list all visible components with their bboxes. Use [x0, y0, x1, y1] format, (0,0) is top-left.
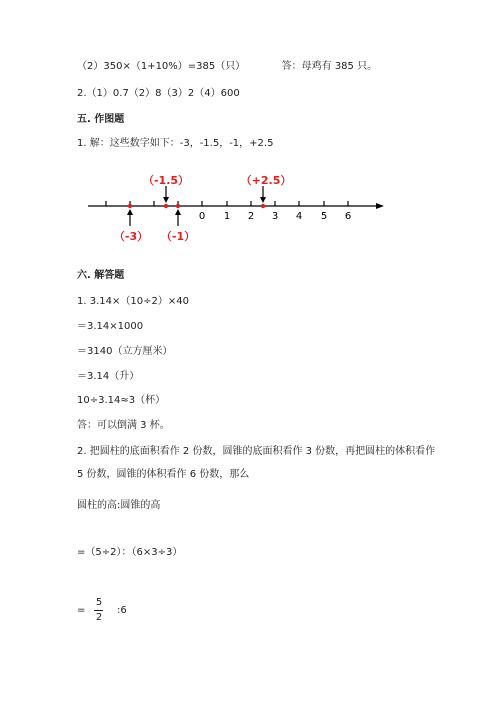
numbers-statement: 1. 解：这些数字如下：-3，-1.5，-1，+2.5 — [77, 138, 274, 149]
height-ratio-label: 圆柱的高:圆锥的高 — [77, 500, 161, 511]
tick-label: 0 — [198, 211, 206, 222]
fraction-numerator: 5 — [95, 597, 103, 608]
axis-arrow-icon — [376, 203, 384, 209]
ratio-equation-2-rest: :6 — [117, 605, 127, 616]
tick-marks — [106, 201, 348, 206]
solution-line-2: ＝3.14×1000 — [77, 321, 144, 332]
problem-2-line-2: 5 份数，圆锥的体积看作 6 份数，那么 — [77, 469, 250, 480]
ratio-equation-1: =（5÷2）：（6×3÷3） — [77, 547, 183, 558]
arrow-down-icon — [260, 197, 266, 203]
point-neg1-5 — [164, 204, 168, 208]
label-neg1-5: （-1.5） — [142, 174, 190, 187]
line-answer-1 — [77, 60, 377, 73]
tick-label: 5 — [320, 211, 328, 222]
tick-label: 3 — [271, 211, 279, 222]
section-title-5: 五. 作图题 — [77, 114, 125, 125]
ratio-equation-2-equals: = — [77, 605, 86, 616]
solution-line-3: ＝3140（立方厘米） — [77, 346, 173, 357]
tick-label: 6 — [344, 211, 352, 222]
point-neg1 — [176, 204, 180, 208]
tick-label: 4 — [295, 211, 303, 222]
label-neg1: （-1） — [160, 230, 196, 243]
solution-line-5: 10÷3.14≈3（杯） — [77, 395, 166, 406]
problem-2-line-1: 2. 把圆柱的底面积看作 2 份数，圆锥的底面积看作 3 份数，再把圆柱的体积看作 — [77, 446, 436, 457]
fraction-denominator: 2 — [95, 612, 103, 623]
tick-label: 1 — [223, 211, 231, 222]
solution-line-1: 1. 3.14×（10÷2）×40 — [77, 296, 189, 307]
point-neg3 — [128, 204, 132, 208]
number-line-figure — [0, 168, 500, 248]
answer-text: 答：母鸡有 385 只。 — [281, 61, 378, 72]
solution-line-4: ＝3.14（升） — [77, 371, 140, 382]
section-title-6: 六. 解答题 — [77, 270, 125, 281]
arrow-up-icon — [175, 209, 181, 215]
label-pos2-5: （+2.5） — [240, 174, 292, 187]
tick-label: 2 — [247, 211, 255, 222]
arrow-down-icon — [163, 197, 169, 203]
solution-answer: 答：可以倒满 3 杯。 — [77, 420, 170, 431]
label-neg3: （-3） — [113, 230, 149, 243]
point-pos2-5 — [261, 204, 265, 208]
calc-text: （2）350×（1+10%）=385（只） — [77, 61, 246, 72]
arrow-up-icon — [127, 209, 133, 215]
line-answer-2: 2.（1）0.7（2）8（3）2（4）600 — [77, 88, 240, 99]
fraction-bar — [94, 610, 103, 611]
